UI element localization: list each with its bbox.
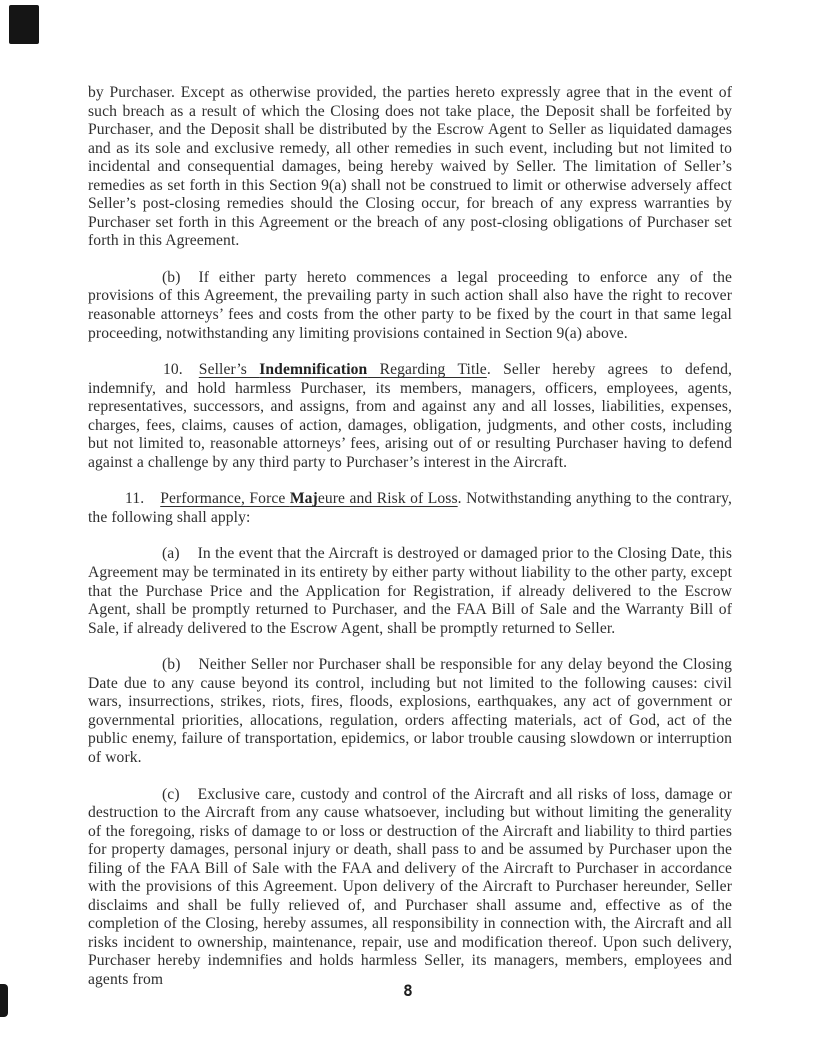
- paragraph-11c: [88, 786, 732, 990]
- document-body: [88, 84, 732, 1008]
- heading-period: .: [457, 490, 462, 508]
- section-11: [88, 490, 732, 527]
- paragraph-text: by Purchaser. Except as otherwise provided, the parties hereto expressly agree that in the event of such breach as a result of which the Closing does not take place, the Deposit shall be forfeited by Purchaser, and the Deposit shall be distributed by the Escrow Agent to Seller as liquidated damages and as its sole and exclusive remedy, all other remedies in such event, including but not limited to incidental and consequential damages, being hereby waived by Seller. The limitation of Seller’s remedies as set forth in this Section 9(a) shall not be construed to limit or otherwise adversely affect Seller’s post-closing remedies should the Closing occur, for breach of any express warranties by Purchaser set forth in this Agreement or the breach of any post-closing obligations of Purchaser set forth in this Agreement.: [88, 84, 732, 250]
- paragraph-11b: [88, 656, 732, 767]
- section-heading: Seller’s Indemnification Regarding Title: [198, 361, 487, 379]
- section-number: 11.: [125, 490, 145, 508]
- paragraph-11a: [88, 545, 732, 638]
- clause-label: (b): [162, 656, 181, 674]
- clause-label: (b): [162, 268, 181, 286]
- section-10: [88, 361, 732, 472]
- page-number: 8: [403, 981, 413, 1000]
- paragraph-text: If either party hereto commences a legal proceeding to enforce any of the provisions of this Agreement, the prevailing party in such action shall also have the right to recover reasonable attorneys’ fees and costs from the other party to be fixed by the court in that same legal proceeding, notwithstanding any limiting provisions contained in Section 9(a) above.: [88, 268, 732, 342]
- clause-label: (c): [162, 785, 180, 803]
- heading-period: .: [486, 361, 491, 379]
- paragraph-continuation: [88, 84, 732, 251]
- paragraph-9b: [88, 269, 732, 343]
- section-heading: Performance, Force Majeure and Risk of Loss: [160, 490, 458, 508]
- section-number: 10.: [163, 361, 183, 379]
- scan-artifact-top-left: [9, 5, 39, 44]
- paragraph-text: In the event that the Aircraft is destroyed or damaged prior to the Closing Date, this Agreement may be terminated in its entirety by either party without liability to the other party, except that the Purchase Price and the Application for Registration, if already delivered to the Escrow Agent, shall be promptly returned to Purchaser, and the FAA Bill of Sale and the Warranty Bill of Sale, if already delivered to the Escrow Agent, shall be promptly returned to Seller.: [88, 545, 732, 637]
- clause-label: (a): [162, 545, 180, 563]
- paragraph-text: Seller hereby agrees to defend, indemnify, and hold harmless Purchaser, its members, managers, officers, employees, agents, representatives, successors, and assigns, from and against any and all losses, liabilities, expenses, charges, fees, claims, causes of action, damages, obligation, judgments, and other costs, including but not limited to, reasonable attorneys’ fees, arising out of or resulting Purchaser having to defend against a challenge by any third party to Purchaser’s interest in the Aircraft.: [88, 361, 733, 471]
- paragraph-text: Notwithstanding anything to the contrary, the following shall apply:: [88, 490, 732, 526]
- paragraph-text: Neither Seller nor Purchaser shall be responsible for any delay beyond the Closing Date due to any cause beyond its control, including but not limited to the following causes: civil wars, insurrections, strikes, riots, fires, floods, explosions, earthquakes, any act of government or governmental priorities, allocations, regulation, orders affecting materials, act of God, act of the public enemy, failure of transportation, epidemics, or labor trouble causing slowdown or interruption of work.: [88, 656, 732, 766]
- paragraph-text: Exclusive care, custody and control of the Aircraft and all risks of loss, damage or destruction to the Aircraft from any cause whatsoever, including but without limiting the generality of the foregoing, risks of damage to or loss or destruction of the Aircraft and liability to third parties for property damages, personal injury or death, shall pass to and be assumed by Purchaser upon the filing of the FAA Bill of Sale with the FAA and delivery of the Aircraft to Purchaser in accordance with the provisions of this Agreement. Upon delivery of the Aircraft to Purchaser hereunder, Seller disclaims and shall be fully relieved of, and Purchaser shall assume and, effective as of the completion of the Closing, hereby assumes, all responsibility in connection with, the Aircraft and all risks incident to ownership, maintenance, repair, use and modification thereof. Upon such delivery, Purchaser hereby indemnifies and holds harmless Seller, its managers, members, employees and agents from: [88, 785, 732, 988]
